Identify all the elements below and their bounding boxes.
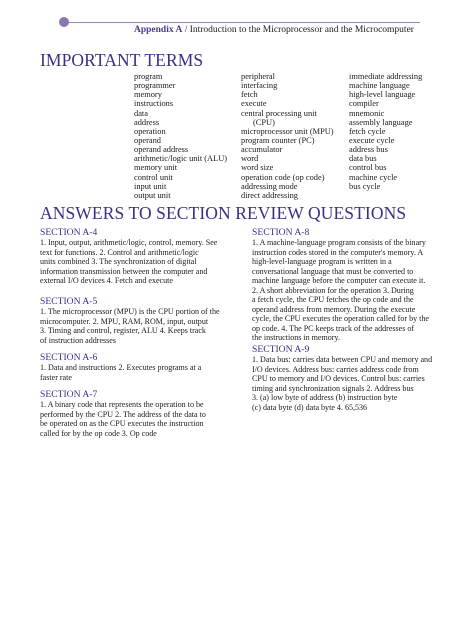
term: interfacing	[241, 81, 278, 91]
term: peripheral	[241, 72, 275, 81]
term: instructions	[134, 99, 174, 109]
answer-line: be operated on as the CPU executes the instruction	[40, 419, 204, 429]
term: arithmetic/logic unit (ALU)	[134, 154, 228, 164]
answer-line: the instructions in memory.	[252, 333, 340, 343]
answer-line: 3. Timing and control, register, ALU 4. Keeps track	[40, 326, 206, 336]
term: fetch cycle	[349, 126, 386, 136]
term: memory unit	[134, 163, 178, 173]
term: data bus	[349, 154, 377, 164]
answer-line: 1. A binary code that represents the operation to be	[40, 400, 204, 409]
answer-line: cycle, the CPU executes the operation called for by the	[252, 314, 429, 324]
section-a8-title: SECTION A-8	[252, 227, 310, 238]
term: bus cycle	[349, 181, 381, 191]
answer-line: 1. The microprocessor (MPU) is the CPU portion of the	[40, 307, 220, 316]
term: program	[134, 72, 163, 81]
term: central processing unit	[241, 108, 317, 118]
term: memory	[134, 90, 162, 100]
term: assembly language	[349, 117, 413, 127]
section-a7-answers	[40, 400, 254, 438]
term: word size	[241, 163, 274, 173]
term: microprocessor unit (MPU)	[241, 126, 334, 136]
section-a8-answers	[252, 238, 450, 343]
answer-line: units combined 3. The synchronization of digital	[40, 257, 197, 267]
term: control bus	[349, 163, 387, 173]
term: programmer	[134, 81, 176, 91]
header-bullet-dot	[59, 17, 69, 27]
term: machine language	[349, 81, 410, 91]
term: data	[134, 108, 148, 118]
terms-column-2	[241, 72, 334, 200]
answer-line: 2. A short abbreviation for the operation 3. During	[252, 285, 414, 295]
answer-line: of instruction addresses	[40, 335, 116, 345]
term: compiler	[349, 99, 379, 109]
section-a9-title: SECTION A-9	[252, 344, 310, 355]
term: high-level language	[349, 90, 416, 100]
answer-line: 1. A machine-language program consists of the binary	[252, 238, 426, 247]
answer-line: conversational language that must be converted to	[252, 266, 414, 276]
term: fetch	[241, 90, 258, 100]
term: immediate addressing	[349, 72, 423, 81]
term: accumulator	[241, 145, 283, 155]
section-a7-title: SECTION A-7	[40, 389, 98, 400]
answer-line: 3. (a) low byte of address (b) instruction byte	[252, 393, 398, 403]
term: input unit	[134, 181, 167, 191]
running-head-separator: /	[182, 25, 190, 35]
terms-column-3	[349, 72, 422, 191]
term: operand	[134, 135, 161, 145]
term: word	[241, 154, 259, 164]
term: execute	[241, 99, 267, 109]
answer-line: (c) data byte (d) data byte 4. 65,536	[252, 402, 368, 412]
important-terms-heading: IMPORTANT TERMS	[40, 50, 204, 70]
term: machine cycle	[349, 172, 398, 182]
answer-line: 1. Data bus: carries data between CPU and memory and	[252, 355, 433, 364]
answer-line: microcomputer. 2. MPU, RAM, ROM, input, output	[40, 316, 209, 326]
answer-line: operand address from memory. During the execute	[252, 304, 416, 314]
term: (CPU)	[253, 117, 275, 127]
answer-line: machine language before the computer can execute it.	[252, 276, 426, 286]
term: address bus	[349, 145, 388, 155]
section-a5-title: SECTION A-5	[40, 296, 98, 307]
section-a4-answers	[40, 238, 254, 286]
answer-line: information transmission between the computer and	[40, 266, 208, 276]
term: operation code (op code)	[241, 172, 325, 182]
section-a6-title: SECTION A-6	[40, 352, 98, 363]
answer-line: text for functions. 2. Control and arithmetic/logic	[40, 247, 199, 257]
term: operand address	[134, 145, 189, 155]
term: direct addressing	[241, 190, 298, 200]
running-head	[134, 25, 434, 35]
answer-line: I/O devices. Address bus: carries address code from	[252, 364, 419, 374]
section-a9-answers	[252, 355, 450, 412]
header-rule	[62, 22, 420, 23]
answers-heading: ANSWERS TO SECTION REVIEW QUESTIONS	[40, 203, 407, 223]
term: execute cycle	[349, 135, 395, 145]
answer-line: called for by the op code 3. Op code	[40, 428, 157, 438]
answer-line: 1. Data and instructions 2. Executes programs at a	[40, 363, 202, 372]
appendix-label: Appendix A	[134, 25, 183, 35]
answer-line: external I/O devices 4. Fetch and execute	[40, 276, 173, 286]
section-a5-answers	[40, 307, 254, 345]
answer-line: faster rate	[40, 372, 72, 382]
answer-line: a fetch cycle, the CPU fetches the op code and the	[252, 295, 414, 305]
term: address	[134, 117, 160, 127]
answer-line: timing and synchronization signals 2. Address bus	[252, 383, 414, 393]
answer-line: high-level-language program is written in a	[252, 257, 392, 267]
answer-line: op code. 4. The PC keeps track of the addresses of	[252, 323, 415, 333]
section-a6-answers	[40, 363, 254, 382]
answer-line: instruction codes stored in the computer's memory. A	[252, 247, 424, 257]
term: mnemonic	[349, 108, 385, 118]
answer-line: performed by the CPU 2. The address of the data to	[40, 409, 206, 419]
answer-line: CPU to memory and I/O devices. Control bus: carries	[252, 374, 425, 384]
terms-column-1	[134, 72, 227, 200]
section-a4-title: SECTION A-4	[40, 227, 98, 238]
term: output unit	[134, 190, 171, 200]
term: addressing mode	[241, 181, 298, 191]
term: control unit	[134, 172, 173, 182]
answer-line: 1. Input, output, arithmetic/logic, control, memory. See	[40, 238, 218, 247]
running-head-title: Introduction to the Microprocessor and the Microcomputer	[189, 25, 414, 35]
term: program counter (PC)	[241, 135, 315, 145]
term: operation	[134, 126, 166, 136]
